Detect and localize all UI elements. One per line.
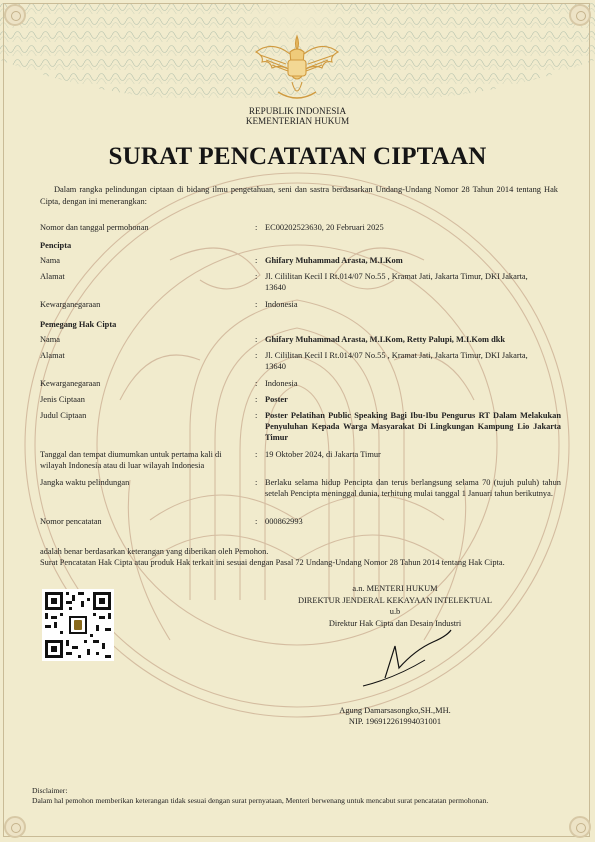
closing-line-2: Surat Pencatatan Hak Cipta atau produk Hak terkait ini sesuai dengan Pasal 72 Undang-Undang Nomor 28 Tahun 2014 tentang Hak Cipta. <box>40 558 505 567</box>
name-label: Nama <box>40 256 60 265</box>
nationality-label: Kewarganegaraan <box>40 379 101 388</box>
registration-number-label: Nomor pencatatan <box>40 517 102 526</box>
application-label: Nomor dan tanggal permohonan <box>40 223 149 232</box>
qr-code-icon[interactable] <box>42 589 114 661</box>
office-line: DIREKTUR JENDERAL KEKAYAAN INTELEKTUAL <box>297 596 493 605</box>
work-type: Poster <box>265 395 288 404</box>
work-title-label: Judul Ciptaan <box>40 411 87 420</box>
colon: : <box>255 300 258 309</box>
closing-statement <box>40 546 560 568</box>
colon: : <box>255 395 258 404</box>
announcement-date: 19 Oktober 2024, di Jakarta Timur <box>265 450 381 459</box>
holder-nationality: Indonesia <box>265 379 298 388</box>
name-label: Nama <box>40 335 60 344</box>
nationality-label: Kewarganegaraan <box>40 300 101 309</box>
holder-address: Jl. Cililitan Kecil I Rt.014/07 No.55 , Kramat Jati, Jakarta Timur, DKI Jakarta, 13640 <box>265 351 528 371</box>
intro-paragraph: Dalam rangka pelindungan ciptaan di bidang ilmu pengetahuan, seni dan sastra berdasarkan Undang-Undang Nomor 28 Tahun 2014 tentang Hak Cipta, dengan ini menerangkan: <box>40 185 558 206</box>
disclaimer-text: Dalam hal pemohon memberikan keterangan tidak sesuai dengan surat pernyataan, Menteri berwenang untuk mencabut surat pencatatan permohonan. <box>32 796 489 805</box>
country-heading: REPUBLIK INDONESIA <box>248 106 347 116</box>
section-heading-pencipta: Pencipta <box>40 241 72 250</box>
address-label: Alamat <box>40 272 65 281</box>
document-title: SURAT PENCATATAN CIPTAAN <box>108 143 487 170</box>
colon: : <box>255 517 258 526</box>
colon: : <box>255 335 258 344</box>
ministry-heading: KEMENTERIAN HUKUM <box>245 116 350 126</box>
creator-nationality: Indonesia <box>265 300 298 309</box>
colon: : <box>255 379 258 388</box>
colon: : <box>255 478 258 487</box>
signatory-nip: NIP. 196912261994031001 <box>348 717 442 726</box>
address-label: Alamat <box>40 351 65 360</box>
colon: : <box>255 351 258 360</box>
handwritten-signature <box>355 620 465 690</box>
signatory-name: Agung Damarsasongko,SH.,MH. <box>339 706 451 715</box>
creator-address: Jl. Cililitan Kecil I Rt.014/07 No.55 , Kramat Jati, Jakarta Timur, DKI Jakarta, 13640 <box>265 272 528 292</box>
section-heading-pemegang: Pemegang Hak Cipta <box>40 320 117 329</box>
corner-ornament <box>4 816 26 838</box>
closing-line-1: adalah benar berdasarkan keterangan yang diberikan oleh Pemohon. <box>40 547 269 556</box>
garuda-emblem-icon <box>250 30 345 108</box>
announcement-label: Tanggal dan tempat diumumkan untuk pertama kali di wilayah Indonesia atau di luar wilayah Indonesia <box>40 450 222 470</box>
corner-ornament <box>569 4 591 26</box>
holder-name: Ghifary Muhammad Arasta, M.I.Kom, Retty Palupi, M.I.Kom dkk <box>265 335 506 344</box>
work-title: Poster Pelatihan Public Speaking Bagi Ibu-Ibu Pengurus RT Dalam Melakukan Penyuluhan Kepada Warga Masyarakat Di Lingkungan Kampung Lio Jakarta Timur <box>265 411 561 442</box>
colon: : <box>255 256 258 265</box>
protection-term-label: Jangka waktu pelindungan <box>40 478 130 487</box>
creator-name: Ghifary Muhammad Arasta, M.I.Kom <box>265 256 403 265</box>
corner-ornament <box>4 4 26 26</box>
ub-line: u.b <box>389 607 401 616</box>
corner-ornament <box>569 816 591 838</box>
disclaimer-title: Disclaimer: <box>32 786 68 795</box>
on-behalf-line: a.n. MENTERI HUKUM <box>352 584 438 593</box>
colon: : <box>255 450 258 459</box>
colon: : <box>255 272 258 281</box>
colon: : <box>255 223 258 232</box>
director-line: Direktur Hak Cipta dan Desain Industri <box>328 619 462 628</box>
registration-number: 000862993 <box>265 517 303 526</box>
protection-term: Berlaku selama hidup Pencipta dan terus berlangsung selama 70 (tujuh puluh) tahun setelah Pencipta meninggal dunia, terhitung mulai tanggal 1 Januari tahun berikutnya. <box>265 478 561 498</box>
application-value: EC00202523630, 20 Februari 2025 <box>265 223 384 232</box>
colon: : <box>255 411 258 420</box>
work-type-label: Jenis Ciptaan <box>40 395 85 404</box>
